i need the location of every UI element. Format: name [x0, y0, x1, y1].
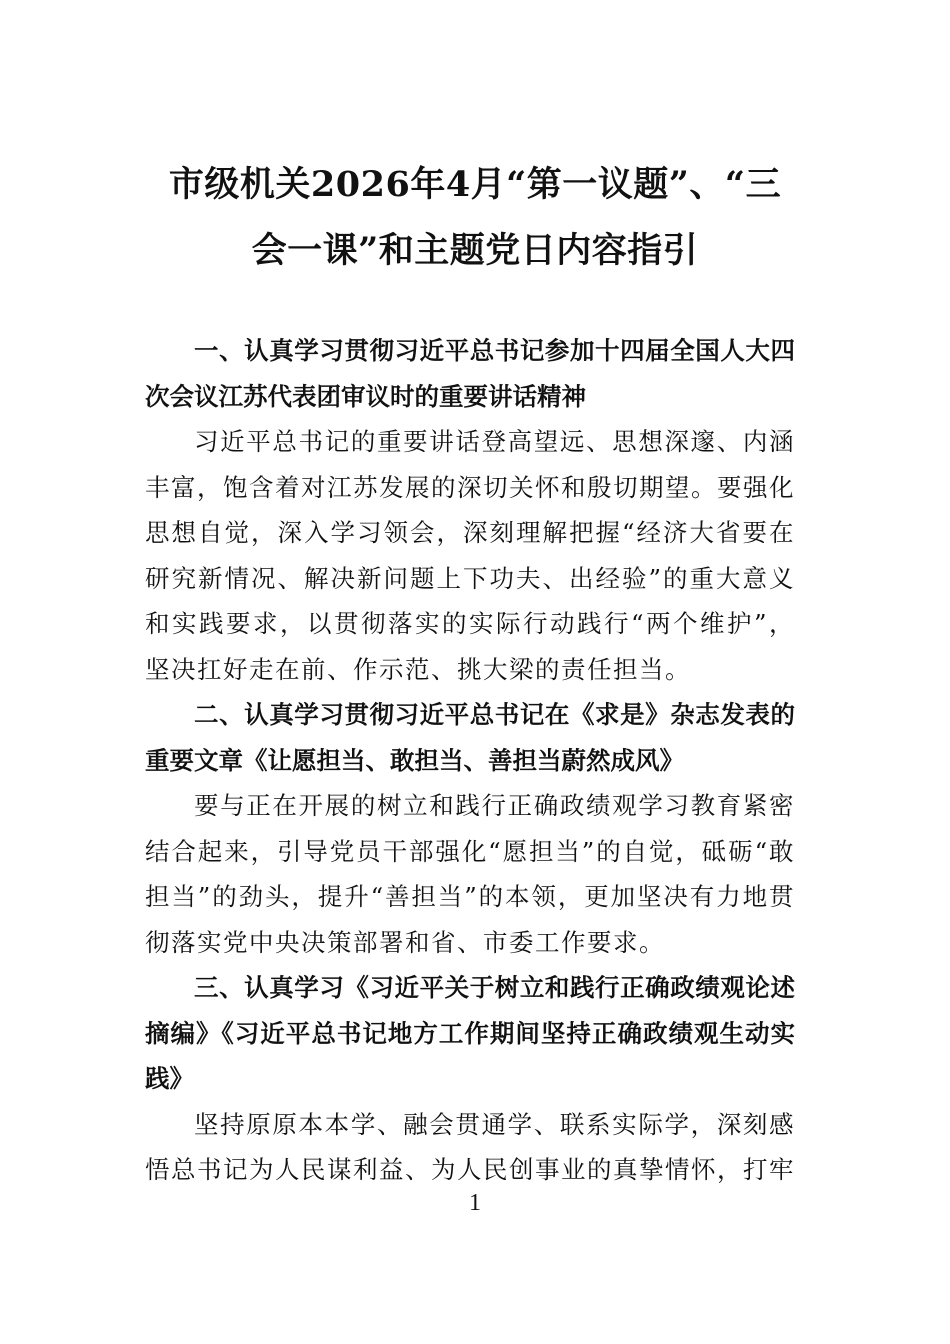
section-2-paragraph: 要与正在开展的树立和践行正确政绩观学习教育紧密结合起来，引导党员干部强化“愿担当”的自觉，砥砺“敢担当”的劲头，提升“善担当”的本领，更加坚决有力地贯彻落实党中央决策部署和省、市委工作要求。: [145, 791, 795, 957]
section-3-paragraph: 坚持原原本本学、融会贯通学、联系实际学，深刻感悟总书记为人民谋利益、为人民创事业的真挚情怀，打牢: [145, 1109, 795, 1184]
section-1-paragraph: 习近平总书记的重要讲话登高望远、思想深邃、内涵丰富，饱含着对江苏发展的深切关怀和殷切期望。要强化思想自觉，深入学习领会，深刻理解把握“经济大省要在研究新情况、解决新问题上下功夫、出经验”的重大意义和实践要求，以贯彻落实的实际行动践行“两个维护”，坚决扛好走在前、作示范、挑大梁的责任担当。: [145, 427, 795, 684]
title-line-2: 会一课”和主题党日内容指引: [251, 230, 699, 271]
section-3-heading: 三、认真学习《习近平关于树立和践行正确政绩观论述摘编》《习近平总书记地方工作期间坚持正确政绩观生动实践》: [145, 973, 795, 1093]
section-1-heading: 一、认真学习贯彻习近平总书记参加十四届全国人大四次会议江苏代表团审议时的重要讲话精神: [145, 336, 795, 411]
document-title: [120, 152, 830, 284]
section-2-heading: 二、认真学习贯彻习近平总书记在《求是》杂志发表的重要文章《让愿担当、敢担当、善担当蔚然成风》: [145, 700, 795, 775]
document-body: [145, 328, 795, 1193]
page-number: 1: [469, 1190, 481, 1216]
title-line-1: 市级机关2026年4月“第一议题”、“三: [168, 164, 782, 205]
